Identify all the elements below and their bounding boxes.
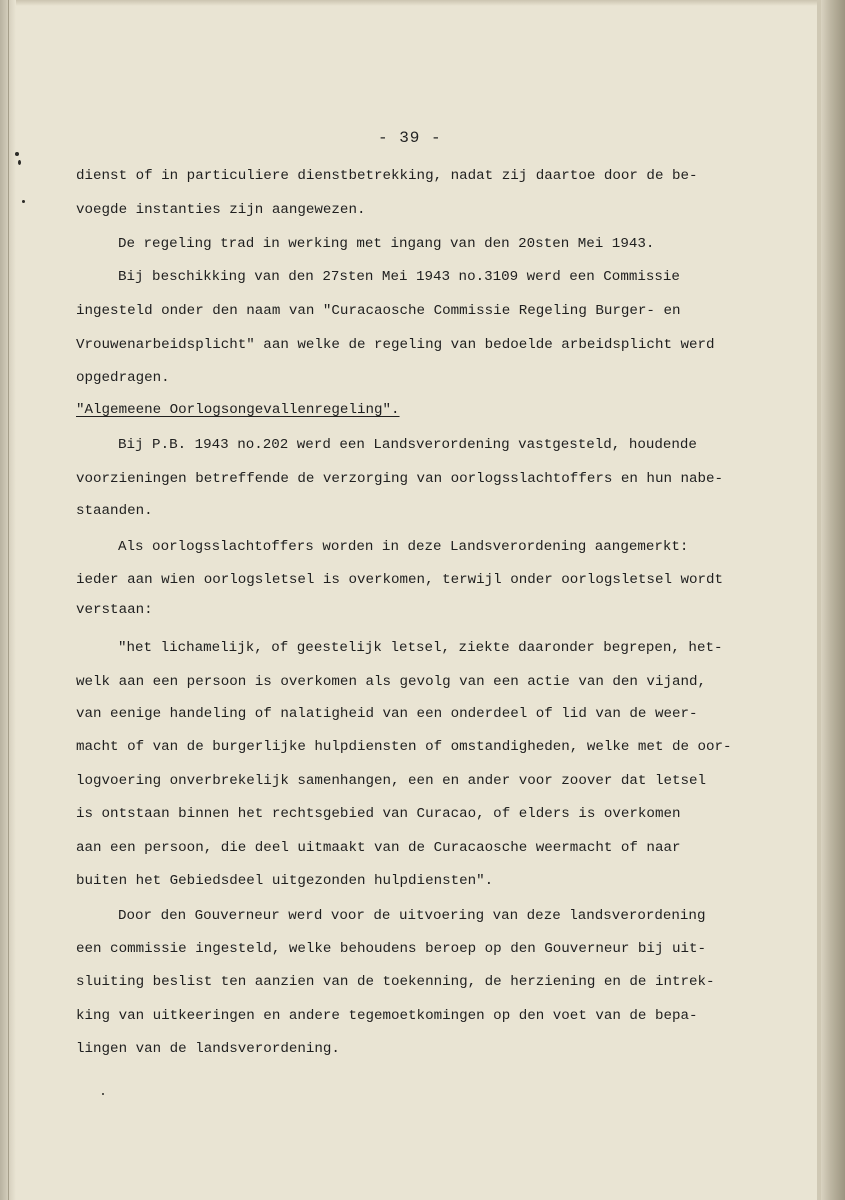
text-line: voorzieningen betreffende de verzorging van oorlogsslachtoffers en hun nabe- bbox=[76, 471, 724, 487]
quoted-text-line: van eenige handeling of nalatigheid van een onderdeel of lid van de weer- bbox=[76, 706, 698, 722]
section-heading: "Algemeene Oorlogsongevallenregeling". bbox=[76, 402, 400, 418]
text-line: opgedragen. bbox=[76, 370, 170, 386]
page-right-edge bbox=[821, 0, 845, 1200]
text-line: Door den Gouverneur werd voor de uitvoering van deze landsverordening bbox=[118, 908, 706, 924]
quoted-text-line: buiten het Gebiedsdeel uitgezonden hulpdiensten". bbox=[76, 873, 494, 889]
text-line: ingesteld onder den naam van "Curacaosche Commissie Regeling Burger- en bbox=[76, 303, 681, 319]
page-top-edge bbox=[0, 0, 845, 6]
page-number: - 39 - bbox=[378, 129, 442, 147]
quoted-text-line: is ontstaan binnen het rechtsgebied van Curacao, of elders is overkomen bbox=[76, 806, 681, 822]
text-line: een commissie ingesteld, welke behoudens beroep op den Gouverneur bij uit- bbox=[76, 941, 707, 957]
ink-mark bbox=[15, 152, 19, 156]
text-line: ieder aan wien oorlogsletsel is overkomen, terwijl onder oorlogsletsel wordt bbox=[76, 572, 724, 588]
quoted-text-line: welk aan een persoon is overkomen als gevolg van een actie van den vijand, bbox=[76, 674, 707, 690]
ink-mark bbox=[102, 1093, 104, 1095]
quoted-text-line: aan een persoon, die deel uitmaakt van de Curacaosche weermacht of naar bbox=[76, 840, 681, 856]
text-line: Bij P.B. 1943 no.202 werd een Landsverordening vastgesteld, houdende bbox=[118, 437, 697, 453]
ink-mark bbox=[18, 160, 21, 165]
quoted-text-line: "het lichamelijk, of geestelijk letsel, ziekte daaronder begrepen, het- bbox=[118, 640, 723, 656]
quoted-text-line: macht of van de burgerlijke hulpdiensten of omstandigheden, welke met de oor- bbox=[76, 739, 732, 755]
text-line: Als oorlogsslachtoffers worden in deze Landsverordening aangemerkt: bbox=[118, 539, 689, 555]
text-line: Bij beschikking van den 27sten Mei 1943 no.3109 werd een Commissie bbox=[118, 269, 680, 285]
ink-mark bbox=[22, 200, 25, 203]
text-line: voegde instanties zijn aangewezen. bbox=[76, 202, 366, 218]
text-line: dienst of in particuliere dienstbetrekking, nadat zij daartoe door de be- bbox=[76, 168, 698, 184]
text-line: verstaan: bbox=[76, 602, 153, 618]
text-line: king van uitkeeringen en andere tegemoetkomingen op den voet van de bepa- bbox=[76, 1008, 698, 1024]
text-line: lingen van de landsverordening. bbox=[76, 1041, 340, 1057]
text-line: staanden. bbox=[76, 503, 153, 519]
text-line: De regeling trad in werking met ingang van den 20sten Mei 1943. bbox=[118, 236, 655, 252]
text-line: sluiting beslist ten aanzien van de toekenning, de herziening en de intrek- bbox=[76, 974, 715, 990]
binding-rule bbox=[8, 0, 9, 1200]
text-line: Vrouwenarbeidsplicht" aan welke de regeling van bedoelde arbeidsplicht werd bbox=[76, 337, 715, 353]
quoted-text-line: logvoering onverbrekelijk samenhangen, een en ander voor zoover dat letsel bbox=[76, 773, 707, 789]
